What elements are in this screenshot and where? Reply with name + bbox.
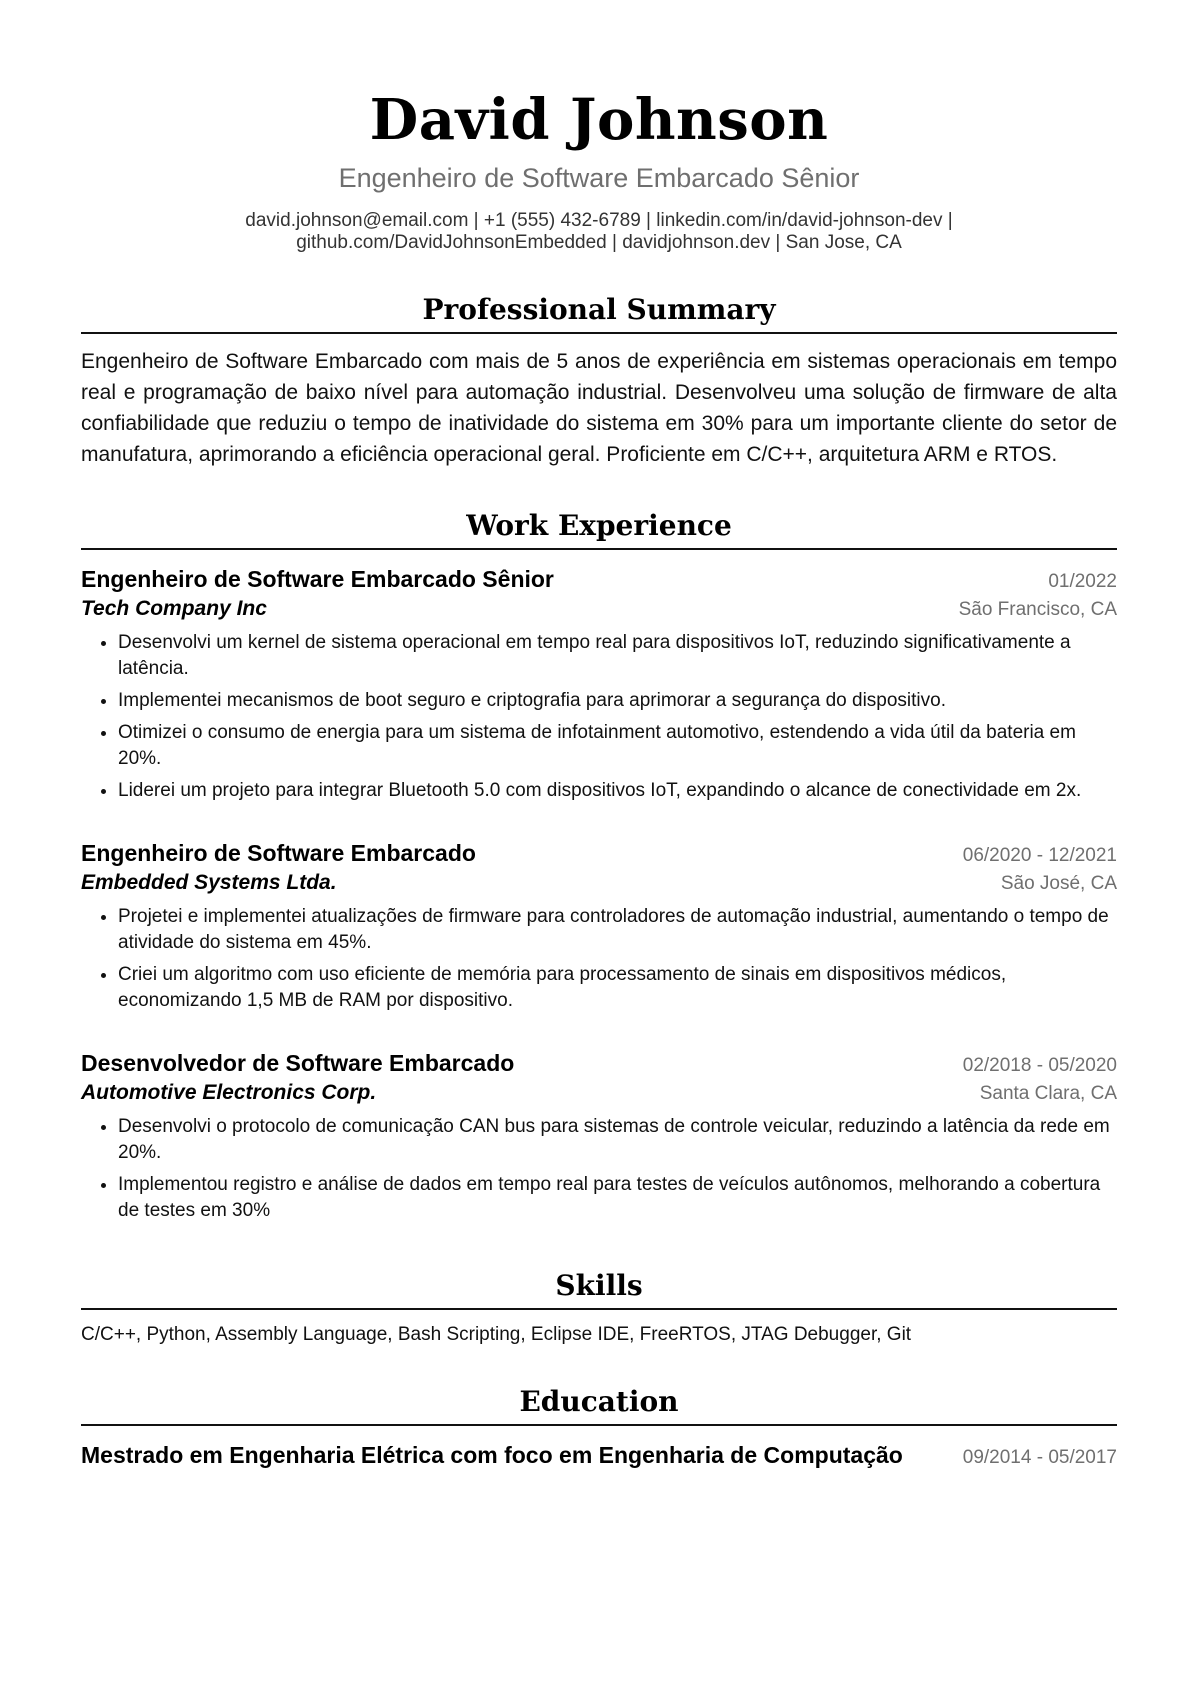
job-date: 02/2018 - 05/2020	[962, 1055, 1117, 1076]
job-entry	[81, 1048, 1117, 1224]
candidate-name: David Johnson	[369, 87, 829, 153]
contact-info	[81, 210, 1117, 254]
job-bullet: • Liderei um projeto para integrar Bluetooth 5.0 com dispositivos IoT, expandindo o alcance de conectividade em 2x.	[118, 778, 1117, 804]
experience-section	[81, 508, 1117, 1224]
job-bullet: • Desenvolvi um kernel de sistema operacional em tempo real para dispositivos IoT, reduzindo significativamente a latência.	[118, 630, 1117, 682]
experience-heading: Work Experience	[81, 508, 1117, 550]
job-company: Tech Company Inc	[81, 597, 267, 620]
education-section	[81, 1384, 1117, 1470]
contact-line-2: github.com/DavidJohnsonEmbedded | davidjohnson.dev | San Jose, CA	[296, 232, 902, 253]
education-heading: Education	[81, 1384, 1117, 1426]
job-bullet: • Implementou registro e análise de dados em tempo real para testes de veículos autônomos, melhorando a cobertura de testes em 30%	[118, 1172, 1117, 1224]
job-entry	[81, 838, 1117, 1014]
candidate-title: Engenheiro de Software Embarcado Sênior	[338, 163, 860, 193]
job-bullet: • Implementei mecanismos de boot seguro e criptografia para aprimorar a segurança do dispositivo.	[118, 688, 1117, 714]
job-bullet: • Criei um algoritmo com uso eficiente de memória para processamento de sinais em dispositivos médicos, economizando 1,5 MB de RAM por dispositivo.	[118, 962, 1117, 1014]
job-company: Embedded Systems Ltda.	[81, 871, 337, 894]
summary-heading: Professional Summary	[81, 292, 1117, 334]
job-bullet: • Projetei e implementei atualizações de firmware para controladores de automação industrial, aumentando o tempo de atividade do sistema em 45%.	[118, 904, 1117, 956]
summary-text: Engenheiro de Software Embarcado com mais de 5 anos de experiência em sistemas operacionais em tempo real e programação de baixo nível para automação industrial. Desenvolveu uma solução de firmware de alta confiabilidade que reduziu o tempo de inatividade do sistema em 30% para um importante cliente do setor de manufatura, aprimorando a eficiência operacional geral. Proficiente em C/C++, arquitetura ARM e RTOS.	[81, 350, 1117, 466]
job-bullet: • Otimizei o consumo de energia para um sistema de infotainment automotivo, estendendo a vida útil da bateria em 20%.	[118, 720, 1117, 772]
job-bullet: • Desenvolvi o protocolo de comunicação CAN bus para sistemas de controle veicular, reduzindo a latência da rede em 20%.	[118, 1114, 1117, 1166]
job-bullets	[81, 904, 1117, 1014]
job-date: 06/2020 - 12/2021	[962, 845, 1117, 866]
job-title: Engenheiro de Software Embarcado	[81, 840, 476, 866]
skills-heading: Skills	[81, 1268, 1117, 1310]
contact-line-1: david.johnson@email.com | +1 (555) 432-6789 | linkedin.com/in/david-johnson-dev |	[245, 210, 953, 231]
job-title: Engenheiro de Software Embarcado Sênior	[81, 566, 554, 592]
job-location: Santa Clara, CA	[979, 1083, 1117, 1104]
skills-list: C/C++, Python, Assembly Language, Bash Scripting, Eclipse IDE, FreeRTOS, JTAG Debugger, Git	[81, 1324, 912, 1345]
job-location: São José, CA	[1000, 873, 1117, 894]
resume-page	[81, 0, 1117, 1470]
job-bullets	[81, 630, 1117, 804]
job-location: São Francisco, CA	[958, 599, 1117, 620]
job-bullets	[81, 1114, 1117, 1224]
job-company: Automotive Electronics Corp.	[81, 1081, 377, 1104]
job-entry	[81, 564, 1117, 804]
job-date: 01/2022	[1048, 571, 1117, 592]
education-date: 09/2014 - 05/2017	[962, 1447, 1117, 1468]
education-degree: Mestrado em Engenharia Elétrica com foco em Engenharia de Computação	[81, 1442, 903, 1468]
skills-section	[81, 1268, 1117, 1348]
summary-section	[81, 292, 1117, 470]
job-title: Desenvolvedor de Software Embarcado	[81, 1050, 515, 1076]
